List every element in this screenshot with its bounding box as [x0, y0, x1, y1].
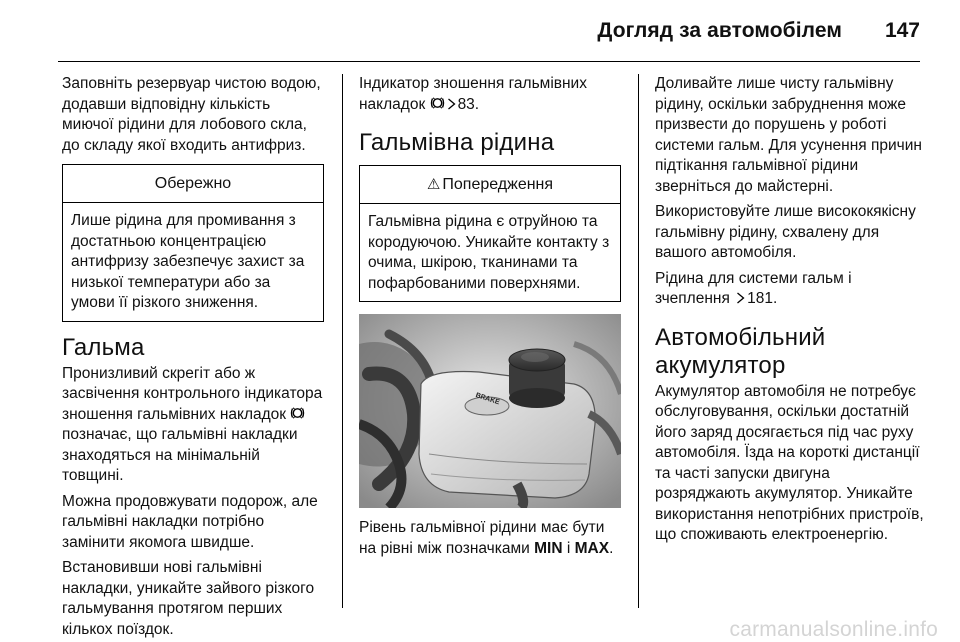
warning-triangle-icon: ⚠ [426, 176, 441, 193]
brakes-paragraph-1: Пронизливий скрегіт або ж засвічення контрольного індикатора зношення гальмівних накладок позначає, що гальмівні накладки знаходяться на мінімальній товщині. [62, 364, 323, 484]
brake-pad-wear-icon [290, 406, 305, 420]
page-reference-arrow-icon[interactable] [736, 290, 745, 302]
page-reference-link[interactable]: 83. [457, 95, 480, 113]
brake-fluid-heading: Гальмівна рідина [359, 129, 555, 156]
brakes-paragraph-2: Можна продовжувати подорож, але гальмівні накладки потрібно замінити якомога швидше. [62, 492, 318, 551]
reservoir-label: BRAKE [474, 392, 501, 407]
brakes-heading: Гальма [62, 333, 145, 361]
warning-title-row [360, 166, 620, 204]
caution-box [62, 164, 324, 322]
page-reference-arrow-icon[interactable] [447, 96, 456, 108]
header-divider [58, 61, 920, 62]
battery-text: Акумулятор автомобіля не потребує обслуговування, оскільки достатній його заряд досягається під час руху автомобіля. Їзда на короткі дистанції та часті запуски двигуна розряджають акумулятор. Уникайте використання непотрібних пристроїв, що споживають електроенергію. [655, 382, 924, 543]
column-left [62, 74, 324, 642]
washer-intro-text: Заповніть резервуар чистою водою, додавши відповідну кількість миючої рідини для лобового скла, до складу якої входить антифриз. [62, 75, 321, 154]
caution-text: Лише рідина для промивання з достатньою концентрацією антифризу забезпечує захист за низької температури або за умови її різкого зниження. [71, 212, 305, 311]
column-middle [359, 74, 621, 564]
battery-heading: Автомобільний акумулятор [655, 323, 826, 379]
section-title: Догляд за автомобілем [597, 19, 842, 42]
column-divider [638, 74, 639, 608]
watermark: carmanualsonline.info [729, 618, 938, 641]
page-header [0, 0, 960, 62]
brakes-paragraph-3: Встановивши нові гальмівні накладки, уникайте зайвого різкого гальмування протягом перших кількох поїздок. [62, 559, 315, 638]
fluid-reference: Рідина для системи гальм і зчеплення 181. [655, 269, 852, 307]
fluid-top-up-text: Доливайте лише чисту гальмівну рідину, оскільки забруднення може призвести до порушень у роботі системи гальм. Для усунення причин підтікання гальмівної рідини зверніться до майстерні. [655, 75, 922, 195]
warning-text: Гальмівна рідина є отруйною та кородуючою. Уникайте контакту з очима, шкірою, тканинами та пофарбованими поверхнями. [368, 213, 610, 292]
fluid-level-caption: Рівень гальмівної рідини має бути на рівні між позначками MIN і MAX. [359, 519, 614, 557]
indicator-reference: Індикатор зношення гальмівних накладок 83. [359, 75, 587, 113]
caution-title: Обережно [63, 165, 323, 203]
brake-pad-wear-icon [430, 96, 445, 110]
column-right [655, 74, 925, 551]
min-mark: MIN [534, 539, 563, 557]
column-divider [342, 74, 343, 608]
brake-fluid-reservoir-image [359, 314, 621, 508]
max-mark: MAX [574, 539, 610, 557]
page-reference-link[interactable]: 181. [747, 290, 778, 307]
warning-title: Попередження [442, 176, 554, 193]
fluid-quality-text: Використовуйте лише висококякісну гальмівну рідину, схвалену для вашого автомобіля. [655, 203, 916, 261]
page-number: 147 [884, 19, 920, 42]
warning-box [359, 165, 621, 302]
